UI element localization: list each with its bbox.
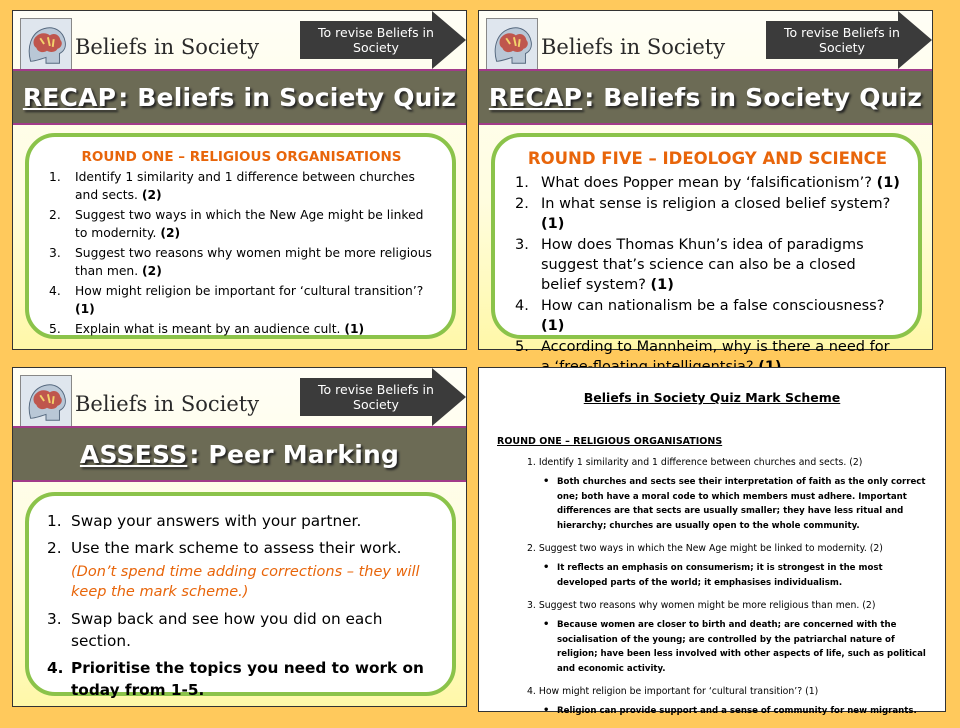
revise-arrow-link[interactable] [766, 11, 932, 69]
question-number: 5. [49, 322, 61, 336]
brand-title: Beliefs in Society [75, 35, 260, 59]
question-list [49, 169, 434, 339]
question-number: 1. [515, 175, 529, 191]
step-text: Swap back and see how you did on each section. [71, 610, 383, 650]
step-number: 3. [47, 610, 62, 628]
question-text: What does Popper mean by ‘falsificationism’? [541, 175, 877, 191]
quiz-box [25, 133, 456, 339]
mark-scheme-body [497, 456, 927, 728]
banner-keyword: RECAP [488, 82, 583, 112]
mark-scheme-question: 1. Identify 1 similarity and 1 difference between churches and sects. (2) [527, 457, 863, 468]
question-marks: (2) [141, 187, 162, 202]
question-text: Explain what is meant by an audience cult. [75, 322, 345, 336]
question-item [49, 207, 434, 242]
slide-recap-round-five [478, 10, 933, 355]
mark-scheme-question: 4. How might religion be important for ‘cultural transition’? (1) [527, 686, 819, 697]
steps-list-continued [47, 608, 438, 701]
step-item [47, 608, 438, 652]
brain-logo-icon [20, 18, 72, 70]
revise-arrow-link[interactable] [300, 368, 466, 426]
question-marks: (1) [75, 301, 95, 316]
question-number: 4. [515, 298, 529, 314]
brain-logo-icon [20, 375, 72, 427]
banner [13, 426, 466, 482]
step-number: 2. [47, 539, 62, 557]
question-item [515, 296, 900, 336]
quiz-box [491, 133, 922, 355]
mark-scheme-question: 2. Suggest two ways in which the New Age might be linked to modernity. (2) [527, 543, 883, 554]
question-number: 3. [515, 237, 529, 253]
step-item [47, 510, 438, 532]
question-item [515, 194, 900, 234]
question-number: 3. [49, 246, 61, 260]
question-item [49, 321, 434, 339]
revise-arrow-link[interactable] [300, 11, 466, 69]
revise-arrow-label: To revise Beliefs in Society [784, 25, 900, 55]
question-text: Suggest two reasons why women might be more religious than men. [75, 246, 432, 278]
slide-recap-round-one [12, 10, 467, 350]
brain-logo-icon [486, 18, 538, 70]
question-number: 5. [515, 339, 529, 355]
step-item [47, 537, 438, 559]
step-number: 1. [47, 512, 62, 530]
question-marks: (2) [142, 263, 162, 278]
mark-scheme-title: Beliefs in Society Quiz Mark Scheme [583, 390, 841, 405]
slide-assess-peer-marking [12, 367, 467, 707]
question-text: Suggest two ways in which the New Age might be linked to modernity. [75, 208, 424, 240]
question-marks: (1) [541, 318, 565, 334]
question-number: 2. [49, 208, 61, 222]
question-item [515, 173, 900, 193]
step-text: Use the mark scheme to assess their work. [71, 539, 402, 557]
question-marks: (1) [876, 175, 900, 191]
question-number: 4. [49, 284, 61, 298]
step-text: Swap your answers with your partner. [71, 512, 362, 530]
mark-scheme-answer: • Religion can provide support and a sense of community for new migrants. [497, 704, 927, 719]
question-text: How can nationalism be a false consciousness? [541, 298, 885, 314]
step-item [47, 657, 438, 701]
revise-arrow-label: To revise Beliefs in Society [318, 25, 434, 55]
brand-title: Beliefs in Society [541, 35, 726, 59]
corrections-note: (Don’t spend time adding corrections – they will keep the mark scheme.) [71, 564, 420, 600]
banner-keyword: ASSESS [79, 439, 188, 469]
revise-arrow-label: To revise Beliefs in Society [318, 382, 434, 412]
step-number: 4. [47, 659, 64, 677]
round-heading: ROUND ONE – RELIGIOUS ORGANISATIONS [81, 149, 402, 165]
brand-title: Beliefs in Society [75, 392, 260, 416]
banner [479, 69, 932, 125]
question-number: 1. [49, 170, 61, 184]
question-text: In what sense is religion a closed belief system? [541, 196, 891, 212]
banner-keyword: RECAP [22, 82, 117, 112]
steps-list [47, 510, 438, 559]
mark-scheme-answer: • Both churches and sects see their interpretation of faith as the only correct one; both have a moral code to which members must adhere. Important differences are that sects are usually smaller; they have less ritual and hierarchy; churches are usually open to the whole community. [497, 475, 927, 533]
question-list [515, 173, 900, 377]
banner-rest: : Beliefs in Society Quiz [118, 82, 457, 112]
mark-scheme-round-heading: ROUND ONE – RELIGIOUS ORGANISATIONS [497, 436, 723, 447]
instructions-box [25, 492, 456, 699]
question-text: According to Mannheim, why is there a need for [541, 339, 890, 355]
banner-rest: : Beliefs in Society Quiz [584, 82, 923, 112]
banner-rest: : Peer Marking [189, 439, 400, 469]
question-text: Identify 1 similarity and 1 difference between churches and sects. [75, 170, 415, 202]
mark-scheme-answer: • Because women are closer to birth and death; are concerned with the socialisation of the young; are controlled by the patriarchal nature of religion; have been less involved with other aspects of life, such as political and economic activity. [497, 618, 927, 676]
banner [13, 69, 466, 125]
question-item [49, 245, 434, 280]
question-marks: (1) [344, 322, 365, 336]
question-text: How does Thomas Khun’s idea of paradigms suggest that’s science can also be a closed belief system? [541, 237, 864, 293]
question-marks: (2) [160, 225, 181, 240]
question-marks: (1) [650, 277, 674, 293]
question-item [49, 283, 434, 318]
question-number: 2. [515, 196, 529, 212]
mark-scheme-answer: • It reflects an emphasis on consumerism; it is strongest in the most developed parts of the world; it emphasises individualism. [497, 561, 927, 590]
question-item [49, 169, 434, 204]
mark-scheme-question: 3. Suggest two reasons why women might be more religious than men. (2) [527, 600, 876, 611]
question-item [515, 235, 900, 295]
question-marks: (1) [541, 216, 565, 232]
slide-mark-scheme [478, 367, 946, 716]
step-text: Prioritise the topics you need to work on today from 1-5. [71, 659, 424, 699]
question-text: How might religion be important for ‘cultural transition’? [75, 284, 424, 298]
round-heading: ROUND FIVE – IDEOLOGY AND SCIENCE [527, 149, 888, 168]
